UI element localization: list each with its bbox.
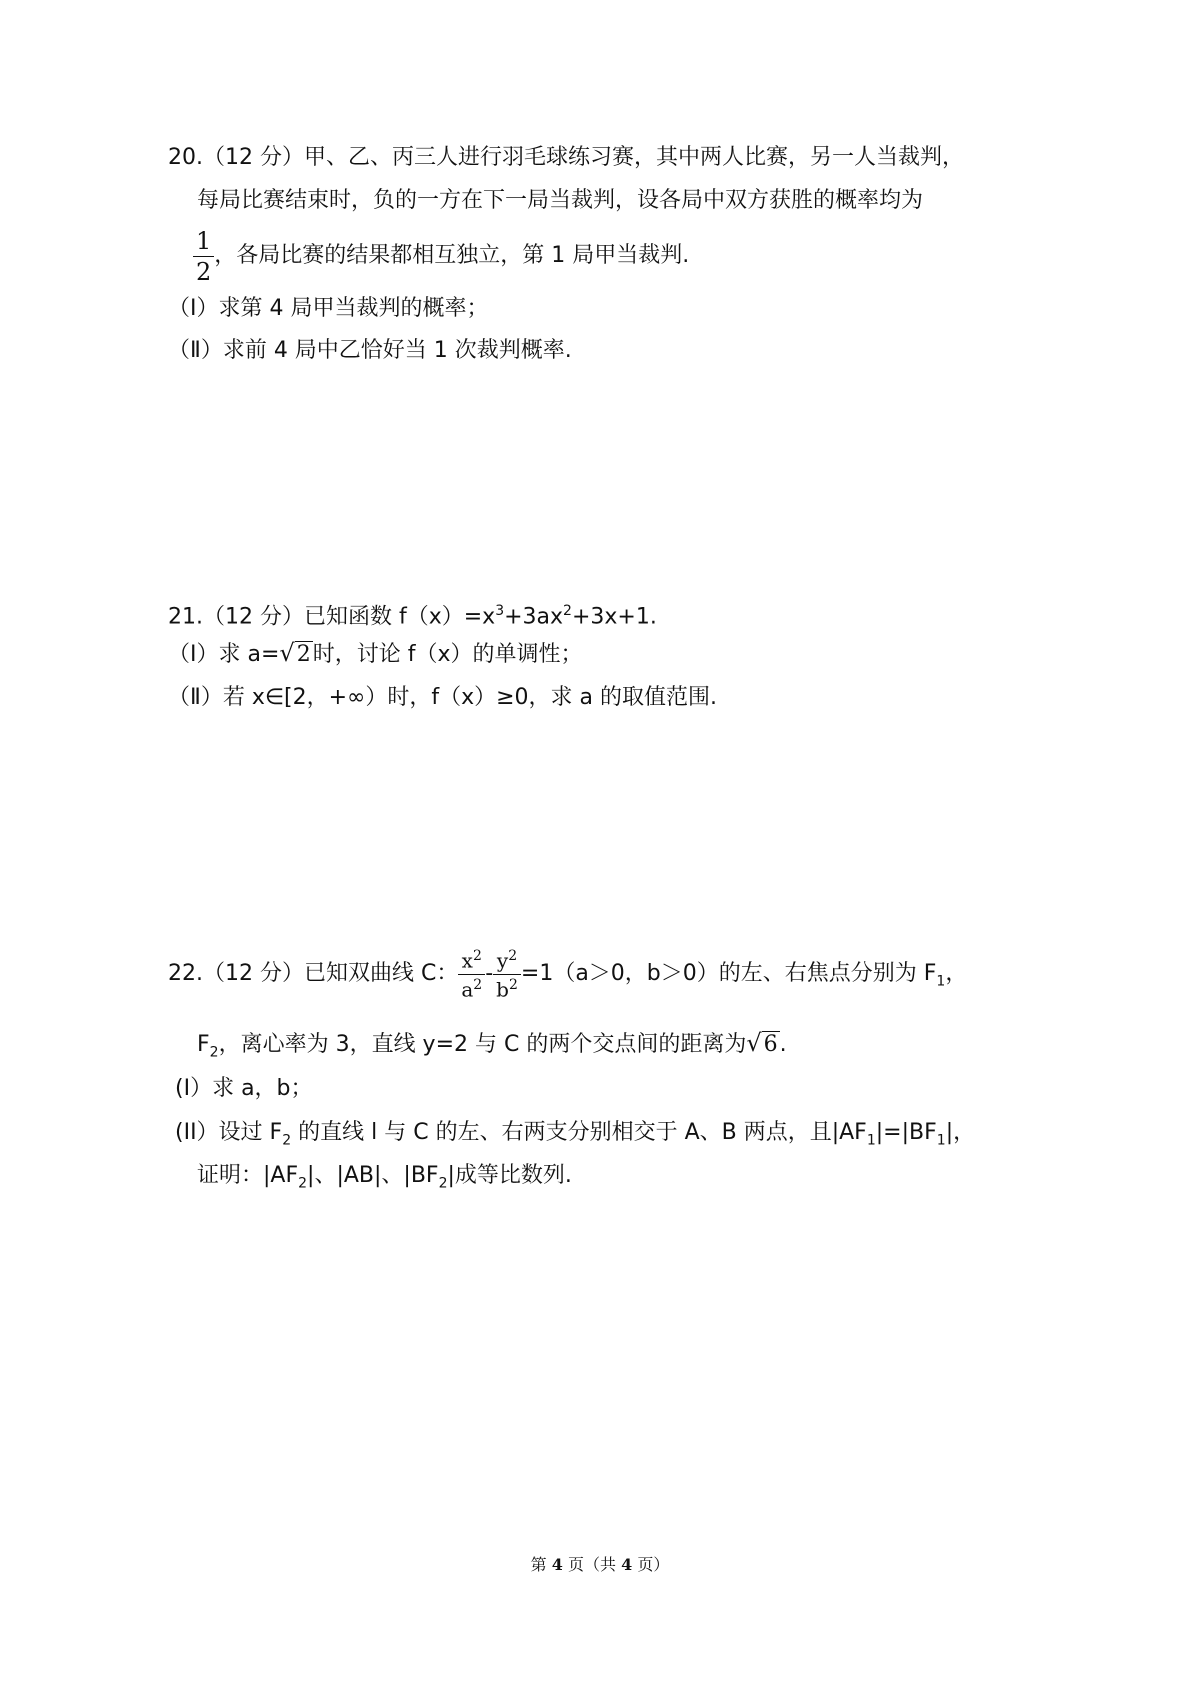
page-footer bbox=[0, 1552, 1200, 1575]
q21-stem bbox=[168, 596, 657, 632]
total-pages: 4 bbox=[621, 1555, 633, 1574]
fraction-denominator bbox=[493, 975, 521, 1000]
subscript: 1 bbox=[936, 973, 946, 990]
q20-part-1: （Ⅰ）求第 4 局甲当裁判的概率； bbox=[168, 296, 489, 321]
q22-part-2-text-c: |=|BF bbox=[875, 1120, 937, 1145]
radical-sign-icon: √ bbox=[746, 1029, 762, 1057]
footer-middle: 页（共 bbox=[562, 1555, 622, 1574]
fraction-one-half bbox=[193, 226, 214, 286]
subscript: 2 bbox=[282, 1132, 292, 1149]
fraction-numerator bbox=[493, 949, 521, 975]
subscript: 1 bbox=[936, 1132, 946, 1149]
q21-stem-text-b: +3ax bbox=[504, 604, 564, 630]
radicand: 6 bbox=[763, 1032, 778, 1057]
q21-part-1-text-a: （Ⅰ）求 a= bbox=[168, 642, 280, 667]
fraction-numerator bbox=[458, 949, 485, 975]
exponent: 2 bbox=[563, 603, 572, 619]
exponent: 2 bbox=[508, 976, 518, 993]
variable-y: y bbox=[496, 948, 509, 973]
q22-proof-text-c: |成等比数列. bbox=[447, 1163, 572, 1188]
footer-suffix: 页） bbox=[632, 1555, 670, 1574]
q22-stem-text-e: . bbox=[779, 1032, 787, 1057]
q22-part-2-text-a: (II）设过 F bbox=[175, 1120, 283, 1145]
q20-stem-line-1: 20.（12 分）甲、乙、丙三人进行羽毛球练习赛，其中两人比赛，另一人当裁判， bbox=[168, 145, 964, 170]
variable-b: b bbox=[496, 977, 509, 1002]
q22-part-2-line-2 bbox=[197, 1161, 572, 1198]
minus-sign: - bbox=[485, 961, 494, 986]
square-root bbox=[746, 1028, 779, 1060]
q20-stem-line-3 bbox=[193, 228, 689, 284]
q22-stem-line-1 bbox=[168, 944, 967, 1011]
radicand: 2 bbox=[296, 642, 311, 667]
fraction-denominator bbox=[458, 975, 485, 1000]
q20-stem-line-3-text: ，各局比赛的结果都相互独立，第 1 局甲当裁判. bbox=[214, 243, 690, 268]
q21-stem-text-c: +3x+1. bbox=[571, 604, 657, 630]
subscript: 1 bbox=[866, 1132, 876, 1149]
exponent: 2 bbox=[508, 947, 518, 964]
q22-part-2-text-b: 的直线 l 与 C 的左、右两支分别相交于 A、B 两点，且|AF bbox=[291, 1120, 867, 1145]
q22-stem-text-b: =1（a＞0，b＞0）的左、右焦点分别为 F bbox=[520, 961, 937, 986]
fraction-numerator: 1 bbox=[193, 229, 214, 257]
q22-part-1: (I）求 a，b； bbox=[175, 1076, 313, 1101]
exponent: 2 bbox=[473, 976, 483, 993]
q22-stem-text-f: F bbox=[197, 1032, 210, 1057]
variable-x: x bbox=[461, 948, 473, 973]
q21-part-1 bbox=[168, 638, 582, 670]
q21-stem-text-a: 21.（12 分）已知函数 f（x）=x bbox=[168, 604, 496, 630]
subscript: 2 bbox=[209, 1044, 219, 1061]
q20-stem-line-2: 每局比赛结束时，负的一方在下一局当裁判，设各局中双方获胜的概率均为 bbox=[197, 188, 924, 213]
radical-sign-icon: √ bbox=[279, 639, 295, 667]
q22-stem-text-d: ，离心率为 3，直线 y=2 与 C 的两个交点间的距离为 bbox=[218, 1032, 747, 1057]
exponent: 2 bbox=[472, 947, 482, 964]
q21-part-2: （Ⅱ）若 x∈[2，+∞）时，f（x）≥0，求 a 的取值范围. bbox=[168, 685, 718, 710]
q22-proof-text-b: |、|AB|、|BF bbox=[307, 1163, 439, 1188]
exponent: 3 bbox=[495, 603, 505, 619]
variable-a: a bbox=[461, 977, 474, 1002]
page-number: 4 bbox=[551, 1555, 563, 1574]
q22-stem-text-a: 22.（12 分）已知双曲线 C： bbox=[168, 961, 459, 986]
footer-prefix: 第 bbox=[530, 1555, 552, 1574]
q20-part-2: （Ⅱ）求前 4 局中乙恰好当 1 次裁判概率. bbox=[168, 338, 572, 363]
q21-part-1-text-b: 时，讨论 f（x）的单调性； bbox=[312, 642, 583, 667]
square-root bbox=[279, 638, 312, 670]
fraction-x2-a2 bbox=[458, 947, 485, 1002]
q22-stem-line-2 bbox=[197, 1028, 787, 1067]
fraction-denominator: 2 bbox=[196, 257, 212, 286]
subscript: 2 bbox=[298, 1175, 308, 1192]
q22-stem-text-c: ， bbox=[945, 961, 968, 986]
q22-part-2 bbox=[175, 1118, 975, 1155]
q22-proof-text-a: 证明：|AF bbox=[197, 1163, 299, 1188]
fraction-y2-b2 bbox=[493, 947, 521, 1002]
subscript: 2 bbox=[438, 1175, 448, 1192]
q22-part-2-text-d: |， bbox=[945, 1120, 976, 1145]
